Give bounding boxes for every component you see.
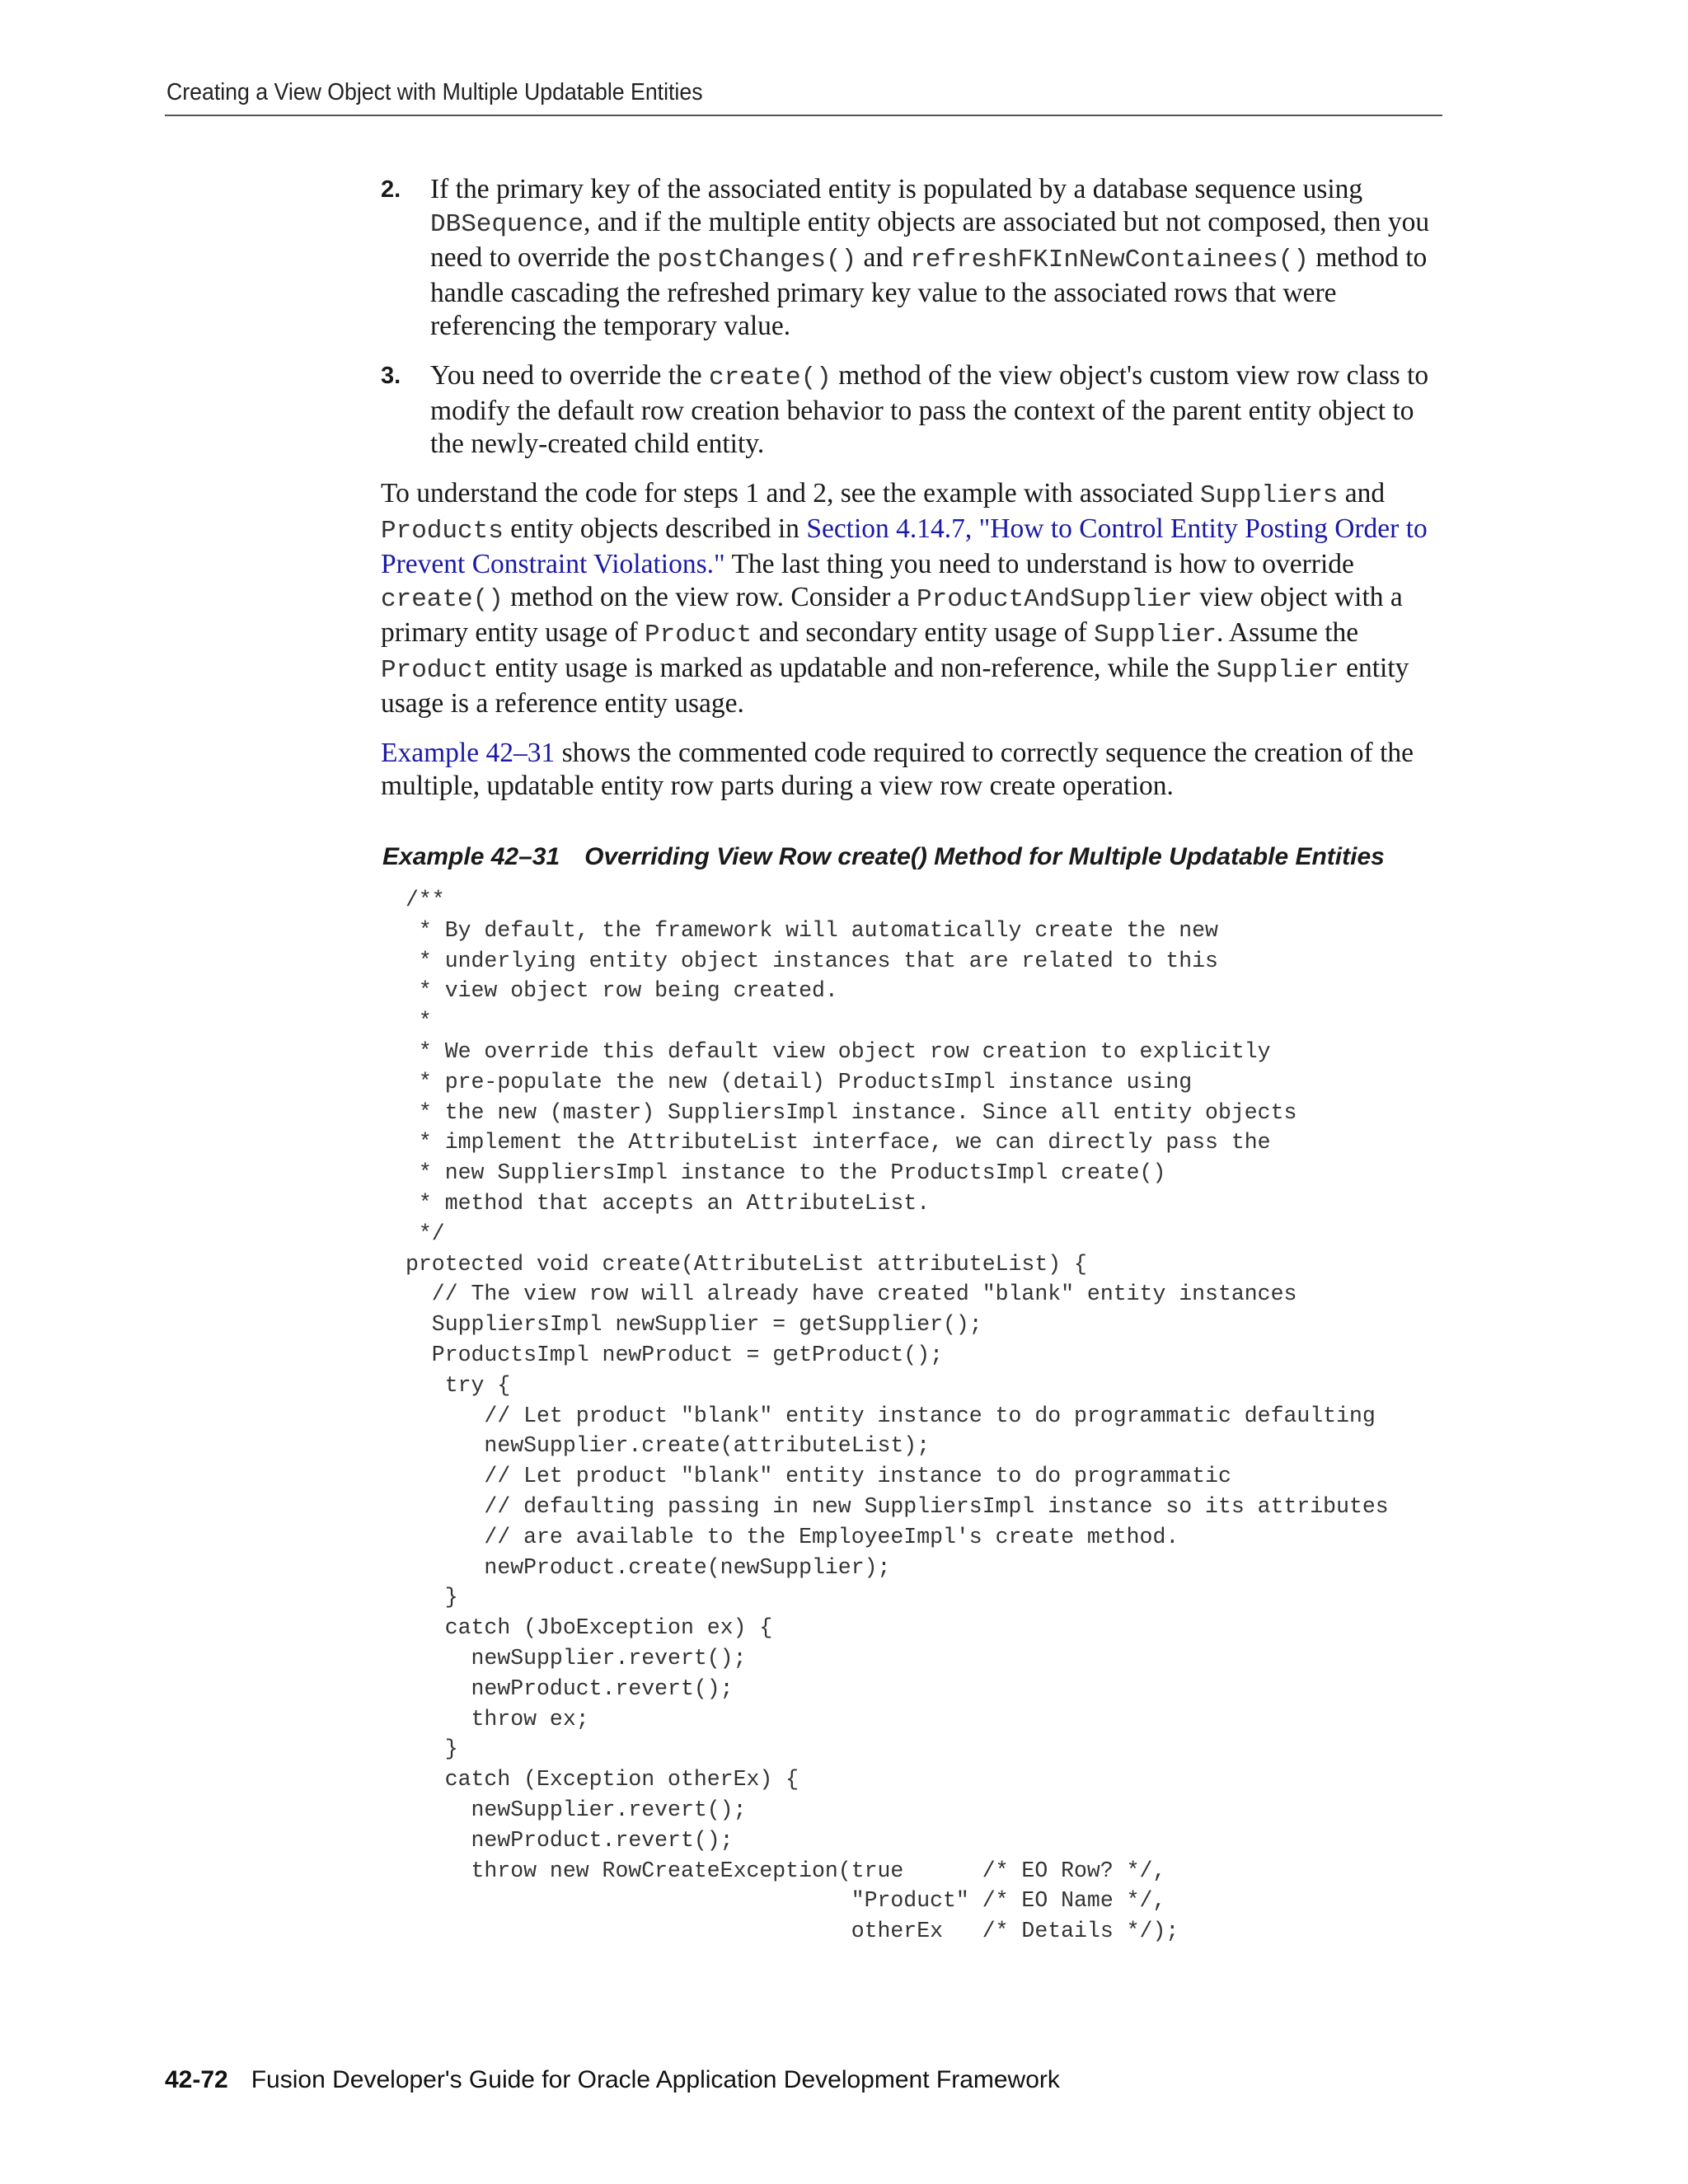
code-line: // Let product "blank" entity instance to do programmatic [406, 1464, 1231, 1489]
inline-code: Product [381, 656, 489, 685]
book-title: Fusion Developer's Guide for Oracle Application Development Framework [251, 2066, 1060, 2093]
code-listing [406, 885, 1444, 1947]
code-line: newSupplier.create(attributeList); [406, 1433, 931, 1459]
text-run: method on the view row. Consider a [503, 582, 917, 612]
text-run: To understand the code for steps 1 and 2, see the example with associated [381, 478, 1200, 509]
code-line: // Let product "blank" entity instance to do programmatic defaulting [406, 1403, 1376, 1428]
step-number: 2. [381, 176, 401, 203]
code-line: ProductsImpl newProduct = getProduct(); [406, 1342, 944, 1367]
code-line: otherEx /* Details */); [406, 1919, 1179, 1944]
text-run: view object with a primary entity usage of [381, 582, 1403, 648]
inline-code: Supplier [1094, 621, 1217, 649]
code-line: * new SuppliersImpl instance to the ProductsImpl create() [406, 1160, 1166, 1186]
text-run: , and if the multiple entity objects are associated but not composed, then you need to override the [430, 207, 1430, 273]
code-line: throw new RowCreateException(true /* EO Row? */, [406, 1858, 1166, 1883]
code-line: SuppliersImpl newSupplier = getSupplier(); [406, 1312, 982, 1338]
code-line: // are available to the EmployeeImpl's create method. [406, 1524, 1179, 1549]
text-run: method to handle cascading the refreshed primary key value to the associated rows that were referencing the temporary value. [430, 242, 1428, 341]
code-line: */ [406, 1221, 445, 1246]
step-list [381, 173, 1444, 461]
step-item [381, 173, 1444, 343]
code-line: newProduct.create(newSupplier); [406, 1554, 891, 1580]
code-line: newProduct.revert(); [406, 1675, 734, 1701]
inline-code: ProductAndSupplier [917, 585, 1193, 614]
code-line: * implement the AttributeList interface, we can directly pass the [406, 1130, 1271, 1155]
text-run: and secondary entity usage of [752, 617, 1095, 648]
code-line: catch (JboException ex) { [406, 1615, 773, 1641]
inline-code: Products [381, 517, 504, 546]
code-line: * the new (master) SuppliersImpl instance. Since all entity objects [406, 1099, 1297, 1125]
text-run: The last thing you need to understand is how to override [724, 549, 1354, 579]
code-line: * By default, the framework will automatically create the new [406, 917, 1218, 943]
step-text [430, 174, 1429, 341]
code-line: catch (Exception otherEx) { [406, 1767, 799, 1793]
code-line: * method that accepts an AttributeList. [406, 1190, 931, 1216]
text-run: and [1338, 478, 1386, 509]
inline-code: Product [645, 621, 753, 649]
inline-code: Suppliers [1199, 481, 1339, 510]
code-line: newProduct.revert(); [406, 1827, 734, 1853]
text-run: shows the commented code required to correctly sequence the creation of the multiple, updatable entity row parts during a view row create operation. [381, 738, 1414, 801]
inline-code: postChanges() [657, 246, 857, 274]
inline-code: create() [709, 363, 832, 392]
text-run: method of the view object's custom view row class to modify the default row creation behavior to pass the context of the parent entity object to the newly-created child entity. [430, 360, 1429, 459]
text-run: entity usage is marked as updatable and non-reference, while the [488, 653, 1217, 683]
inline-code: refreshFKInNewContainees() [910, 246, 1309, 274]
text-run: . Assume the [1216, 617, 1359, 648]
example-number: Example 42–31 [382, 843, 560, 870]
inline-code: DBSequence [430, 210, 584, 239]
text-run: You need to override the [430, 360, 710, 391]
code-line: * pre-populate the new (detail) ProductsImpl instance using [406, 1069, 1193, 1094]
running-header: Creating a View Object with Multiple Updatable Entities [166, 79, 703, 105]
page-body [381, 173, 1444, 1947]
body-paragraph [381, 477, 1444, 720]
step-text [430, 360, 1428, 459]
code-line: "Product" /* EO Name */, [406, 1888, 1166, 1914]
text-run: entity objects described in [503, 513, 807, 544]
page-number: 42-72 [165, 2066, 228, 2093]
inline-code: create() [381, 585, 504, 614]
page-footer [165, 2064, 1060, 2097]
text-run: If the primary key of the associated entity is populated by a database sequence using [430, 174, 1363, 204]
code-line: newSupplier.revert(); [406, 1797, 747, 1822]
cross-reference-link[interactable]: Example 42–31 [381, 738, 556, 768]
code-line: * We override this default view object row creation to explicitly [406, 1038, 1271, 1064]
code-line: // The view row will already have created "blank" entity instances [406, 1282, 1297, 1307]
body-paragraph [381, 737, 1444, 803]
example-caption [382, 841, 1444, 874]
code-line: throw ex; [406, 1706, 589, 1732]
code-line: newSupplier.revert(); [406, 1645, 747, 1671]
code-line: } [406, 1736, 458, 1762]
code-line: * underlying entity object instances that are related to this [406, 948, 1218, 973]
code-line: } [406, 1585, 458, 1610]
inline-code: Supplier [1216, 656, 1339, 685]
step-number: 3. [381, 363, 401, 389]
code-line: /** [406, 888, 445, 912]
cross-reference-link[interactable]: Section 4.14.7, "How to Control Entity Posting Order to Prevent Constraint Violations." [381, 513, 1428, 579]
text-run: and [856, 242, 911, 273]
example-title: Overriding View Row create() Method for Multiple Updatable Entities [584, 843, 1385, 870]
code-line: protected void create(AttributeList attributeList) { [406, 1251, 1087, 1277]
step-item [381, 359, 1444, 461]
code-line: try { [406, 1372, 511, 1398]
code-line: * [406, 1009, 432, 1034]
header-divider [165, 115, 1442, 116]
code-line: * view object row being created. [406, 978, 838, 1004]
code-line: // defaulting passing in new SuppliersImpl instance so its attributes [406, 1493, 1389, 1519]
text-run: entity usage is a reference entity usage. [381, 653, 1409, 719]
